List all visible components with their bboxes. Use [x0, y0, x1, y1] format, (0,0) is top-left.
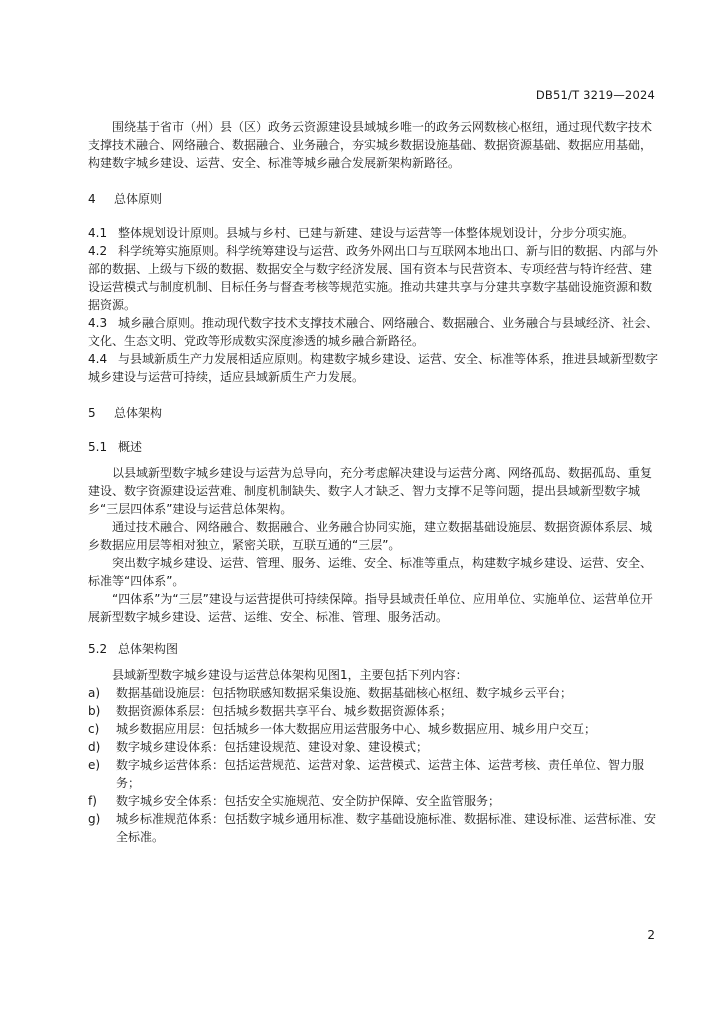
list-item [88, 738, 658, 756]
list-item-text: 数字城乡安全体系：包括安全实施规范、安全防护保障、安全监管服务； [116, 794, 501, 808]
section-5-heading [88, 404, 658, 422]
section-4-title: 总体原则 [114, 192, 163, 206]
clause-number: 4.3 [88, 316, 108, 330]
overview-paragraph: 突出数字城乡建设、运营、管理、服务、运维、安全、标准等重点，构建数字城乡建设、运营、安全、标准等“四体系”。 [88, 556, 653, 588]
document-code: DB51/T 3219—2024 [535, 88, 655, 102]
clause-4-3 [88, 314, 658, 350]
list-item-label: c) [88, 722, 100, 736]
list-item [88, 684, 658, 702]
list-item-label: e) [88, 758, 101, 772]
section-5-1-heading [88, 438, 658, 456]
list-item-text: 数据基础设施层：包括物联感知数据采集设施、数据基础核心枢纽、数字城乡云平台； [116, 686, 573, 700]
list-item [88, 702, 658, 720]
section-4-heading [88, 190, 658, 208]
clause-number: 4.2 [88, 244, 108, 258]
clause-number: 4.4 [88, 352, 108, 366]
section-4-clauses [88, 224, 658, 386]
list-item-label: d) [88, 740, 101, 754]
section-5-2-number: 5.2 [88, 642, 108, 656]
list-item-label: f) [88, 794, 97, 808]
overview-paragraph: 通过技术融合、网络融合、数据融合、业务融合协同实施，建立数据基础设施层、数据资源体系层、城乡数据应用层等相对独立，紧密关联，互联互通的“三层”。 [88, 520, 653, 552]
clause-4-1 [88, 224, 658, 242]
list-item [88, 792, 658, 810]
clause-4-4 [88, 350, 658, 386]
clause-text: 与县域新质生产力发展相适应原则。构建数字城乡建设、运营、安全、标准等体系，推进县域新型数字城乡建设与运营可持续，适应县域新质生产力发展。 [88, 352, 659, 384]
clause-text: 整体规划设计原则。县城与乡村、已建与新建、建设与运营等一体整体规划设计，分步分项实施。 [118, 226, 635, 240]
clause-4-2 [88, 242, 658, 314]
list-item-label: g) [88, 812, 101, 826]
list-item-text: 数字城乡运营体系：包括运营规范、运营对象、运营模式、运营主体、运营考核、责任单位、智力服务； [116, 758, 645, 790]
section-4-number: 4 [88, 192, 96, 206]
intro-paragraph: 围绕基于省市（州）县（区）政务云资源建设县域城乡唯一的政务云网数核心枢纽，通过现代数字技术支撑技术融合、网络融合、数据融合、业务融合，夯实城乡数据设施基础、数据资源基础、数据应用基础，构建数字城乡建设、运营、安全、标准等城乡融合发展新架构新路径。 [88, 120, 653, 170]
document-body [88, 118, 658, 846]
architecture-intro: 县域新型数字城乡建设与运营总体架构见图1，主要包括下列内容： [112, 668, 468, 682]
overview-paragraph: “四体系”为“三层”建设与运营提供可持续保障。指导县域责任单位、应用单位、实施单位、运营单位开展新型数字城乡建设、运营、运维、安全、标准、管理、服务活动。 [88, 592, 653, 624]
list-item [88, 720, 658, 738]
page-number: 2 [647, 928, 655, 942]
list-item-text: 数字城乡建设体系：包括建设规范、建设对象、建设模式； [116, 740, 429, 754]
overview-paragraph: 以县域新型数字城乡建设与运营为总导向，充分考虑解决建设与运营分离、网络孤岛、数据孤岛、重复建设、数字资源建设运营难、制度机制缺失、数字人才缺乏、智力支撑不足等问题，提出县域新型数字城乡“三层四体系”建设与运营总体架构。 [88, 466, 653, 516]
section-5-title: 总体架构 [114, 406, 163, 420]
list-item-label: b) [88, 704, 101, 718]
section-5-2-title: 总体架构图 [118, 642, 179, 656]
list-item [88, 810, 658, 846]
list-item-text: 城乡标准规范体系：包括数字城乡通用标准、数字基础设施标准、数据标准、建设标准、运营标准、安全标准。 [116, 812, 657, 844]
section-5-2-heading [88, 640, 658, 658]
clause-text: 城乡融合原则。推动现代数字技术支撑技术融合、网络融合、数据融合、业务融合与县域经济、社会、文化、生态文明、党政等形成数实深度渗透的城乡融合新路径。 [88, 316, 659, 348]
list-item-text: 城乡数据应用层：包括城乡一体大数据应用运营服务中心、城乡数据应用、城乡用户交互； [116, 722, 597, 736]
section-5-number: 5 [88, 406, 96, 420]
list-item-label: a) [88, 686, 101, 700]
clause-number: 4.1 [88, 226, 108, 240]
section-5-1-title: 概述 [118, 440, 143, 454]
section-5-1-number: 5.1 [88, 440, 108, 454]
list-item-text: 数据资源体系层：包括城乡数据共享平台、城乡数据资源体系； [116, 704, 453, 718]
list-item [88, 756, 658, 792]
clause-text: 科学统筹实施原则。科学统筹建设与运营、政务外网出口与互联网本地出口、新与旧的数据、内部与外部的数据、上级与下级的数据、数据安全与数字经济发展、国有资本与民营资本、专项经营与特许经营、建设运营模式与制度机制、目标任务与督查考核等规范实施。推动共建共享与分建共享数字基础设施资源和数据资源。 [88, 244, 659, 312]
architecture-list [88, 684, 658, 846]
